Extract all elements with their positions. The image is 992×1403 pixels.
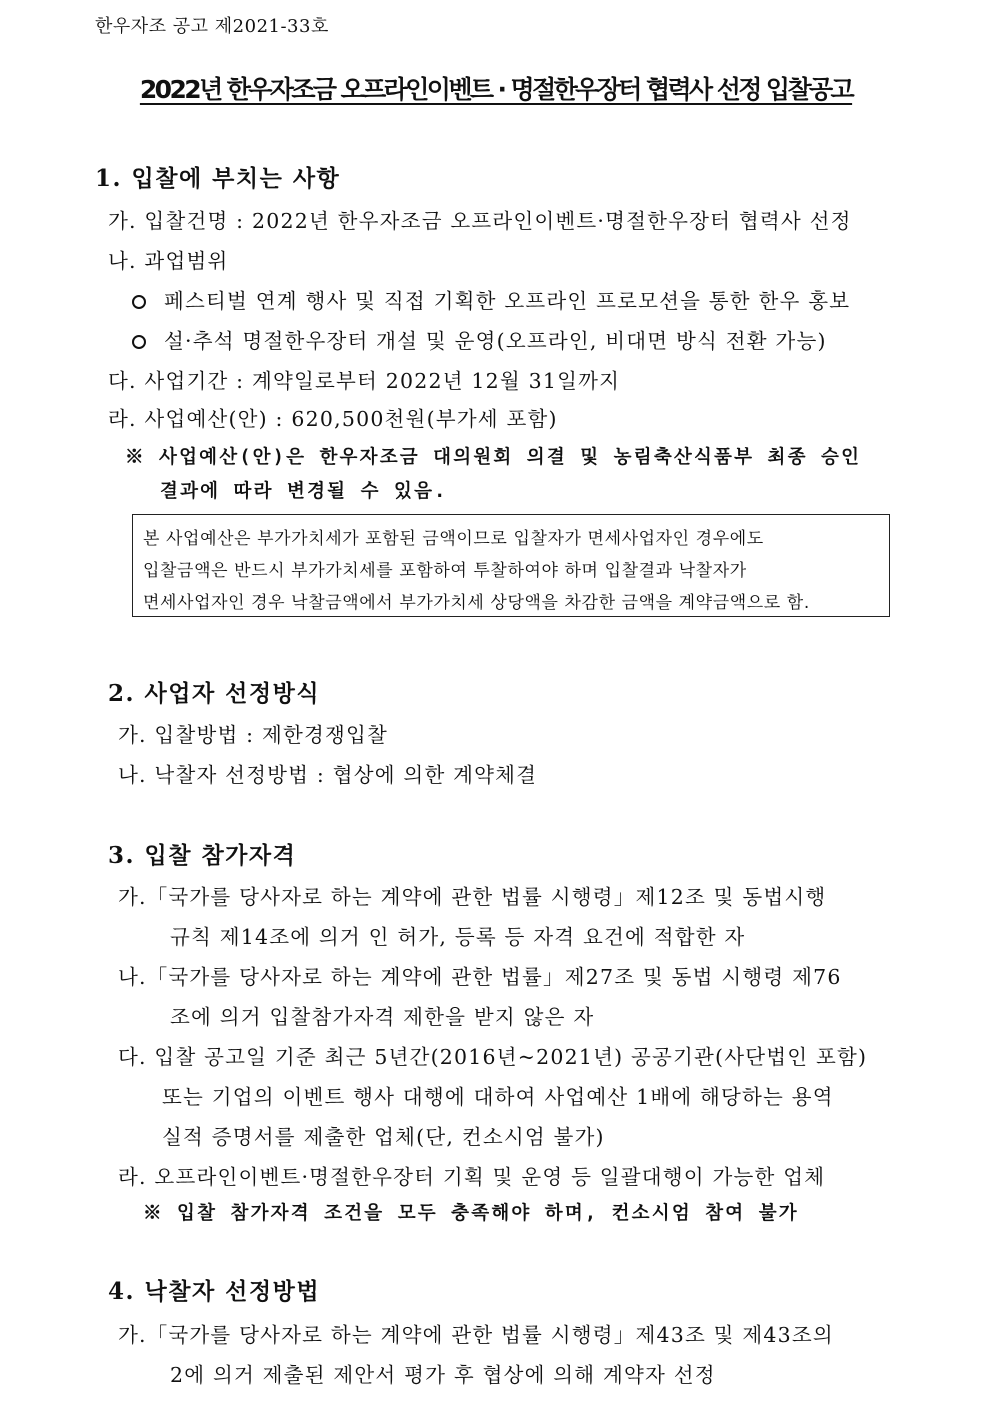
- section3-heading: 3. 입찰 참가자격: [108, 842, 297, 869]
- section1-item-ga: 가. 입찰건명 : 2022년 한우자조금 오프라인이벤트·명절한우장터 협력사 선정: [108, 209, 852, 233]
- circle-bullet-icon: [132, 335, 146, 349]
- section4-item-ga-line2: 2에 의거 제출된 제안서 평가 후 협상에 의해 계약자 선정: [170, 1363, 716, 1387]
- budget-note-line1: ※ 사업예산(안)은 한우자조금 대의원회 의결 및 농림축산식품부 최종 승인: [125, 447, 862, 468]
- scope-bullet-1-text: 페스티벌 연계 행사 및 직접 기획한 오프라인 프로모션을 통한 한우 홍보: [164, 289, 851, 313]
- section3-item-ra: 라. 오프라인이벤트·명절한우장터 기획 및 운영 등 일괄대행이 가능한 업체: [118, 1165, 826, 1189]
- circle-bullet-icon: [132, 295, 146, 309]
- eligibility-note: ※ 입찰 참가자격 조건을 모두 충족해야 하며, 컨소시엄 참여 불가: [143, 1203, 799, 1224]
- scope-bullet-1: [132, 284, 850, 314]
- vat-notice-line2: 입찰금액은 반드시 부가가치세를 포함하여 투찰하여야 하며 입찰결과 낙찰자가: [143, 561, 747, 581]
- scope-bullet-2-text: 설·추석 명절한우장터 개설 및 운영(오프라인, 비대면 방식 전환 가능): [164, 329, 827, 353]
- section3-item-da-line1: 다. 입찰 공고일 기준 최근 5년간(2016년~2021년) 공공기관(사단법인 포함): [118, 1045, 868, 1069]
- section3-item-ga-line2: 규칙 제14조에 의거 인 허가, 등록 등 자격 요건에 적합한 자: [170, 925, 746, 949]
- page-title: [0, 70, 992, 106]
- page-title-text: 2022년 한우자조금 오프라인이벤트 · 명절한우장터 협력사 선정 입찰공고: [139, 75, 853, 104]
- section3-item-da-line3: 실적 증명서를 제출한 업체(단, 컨소시엄 불가): [162, 1125, 605, 1149]
- section2-item-ga: 가. 입찰방법 : 제한경쟁입찰: [118, 723, 389, 747]
- vat-notice-line3: 면세사업자인 경우 낙찰금액에서 부가가치세 상당액을 차감한 금액을 계약금액으로 함.: [143, 593, 810, 613]
- section1-heading: 1. 입찰에 부치는 사항: [95, 165, 341, 192]
- document-number: 한우자조 공고 제2021-33호: [95, 16, 329, 37]
- vat-notice-line1: 본 사업예산은 부가가치세가 포함된 금액이므로 입찰자가 면세사업자인 경우에도: [143, 529, 764, 549]
- section3-item-na-line1: 나.「국가를 당사자로 하는 계약에 관한 법률」제27조 및 동법 시행령 제76: [118, 965, 842, 989]
- section2-item-na: 나. 낙찰자 선정방법 : 협상에 의한 계약체결: [118, 763, 538, 787]
- section1-item-ra: 라. 사업예산(안) : 620,500천원(부가세 포함): [108, 407, 558, 431]
- section1-item-da: 다. 사업기간 : 계약일로부터 2022년 12월 31일까지: [108, 369, 621, 393]
- section4-item-ga-line1: 가.「국가를 당사자로 하는 계약에 관한 법률 시행령」제43조 및 제43조의: [118, 1323, 834, 1347]
- section3-item-da-line2: 또는 기업의 이벤트 행사 대행에 대하여 사업예산 1배에 해당하는 용역: [162, 1085, 834, 1109]
- vat-notice-box: [132, 514, 890, 617]
- section3-item-ga-line1: 가.「국가를 당사자로 하는 계약에 관한 법률 시행령」제12조 및 동법시행: [118, 885, 827, 909]
- budget-note-line2: 결과에 따라 변경될 수 있음.: [160, 481, 448, 502]
- section2-heading: 2. 사업자 선정방식: [108, 680, 321, 707]
- section1-item-na: 나. 과업범위: [108, 249, 229, 273]
- section3-item-na-line2: 조에 의거 입찰참가자격 제한을 받지 않은 자: [170, 1005, 595, 1029]
- section4-heading: 4. 낙찰자 선정방법: [108, 1278, 321, 1305]
- scope-bullet-2: [132, 324, 827, 354]
